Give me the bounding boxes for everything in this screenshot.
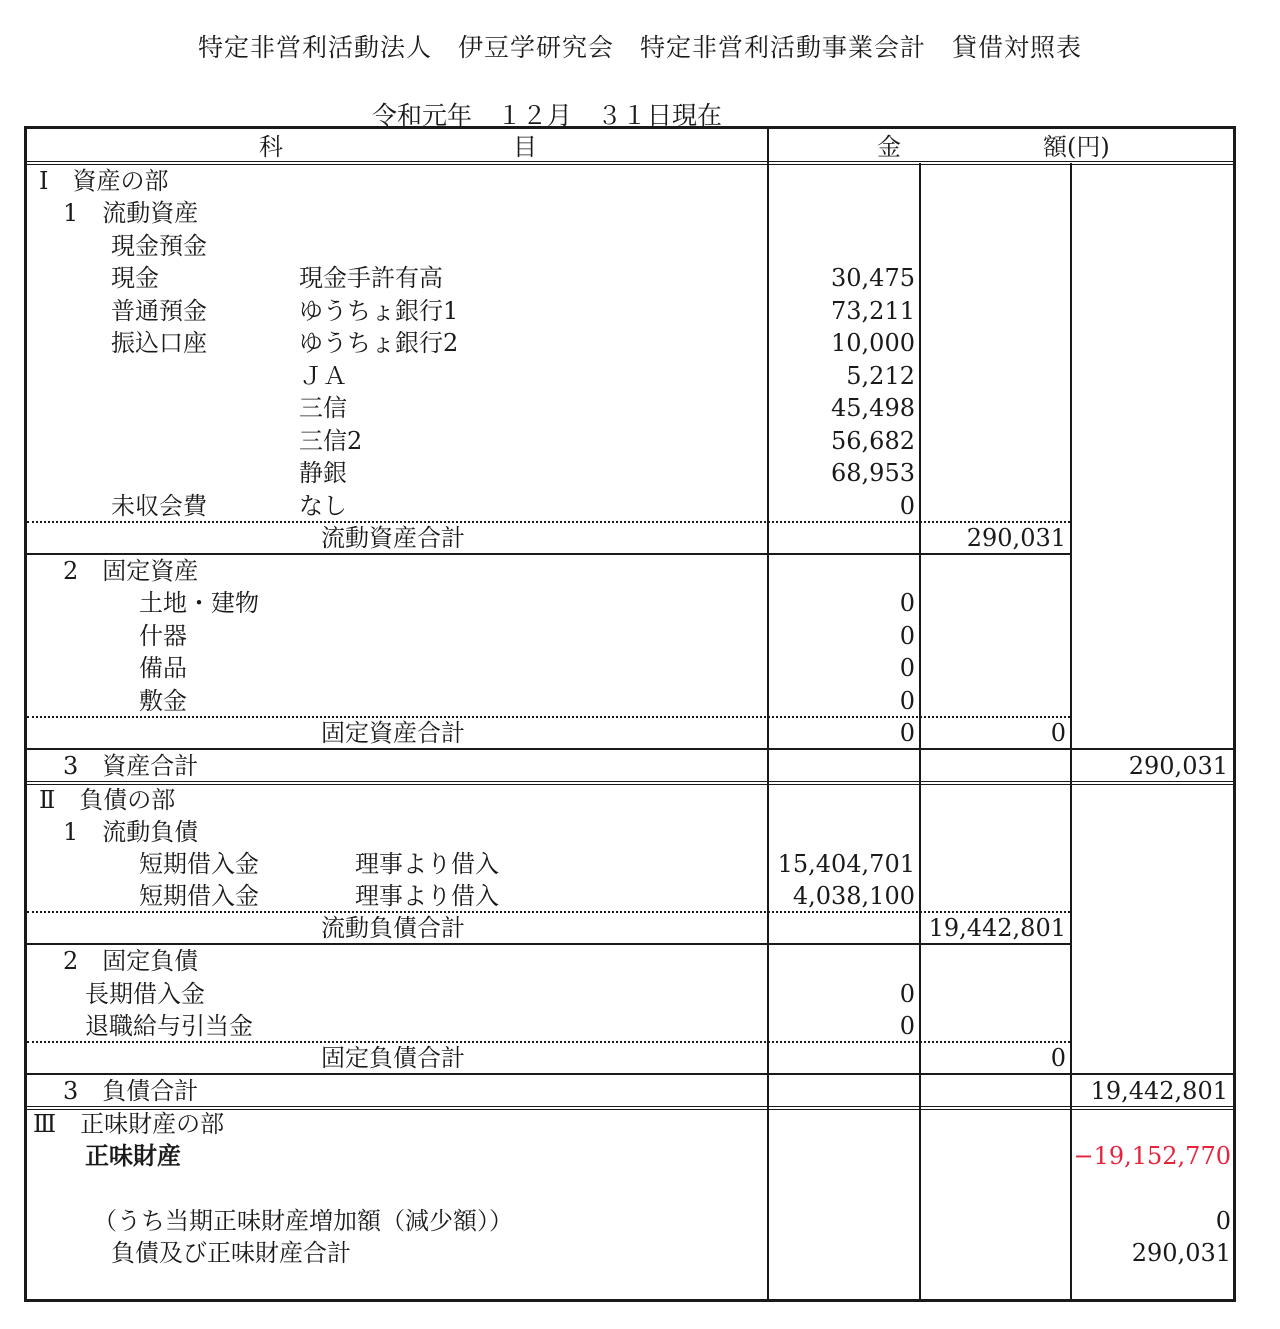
total-liabilities-label: 3 負債合計 <box>63 1077 199 1105</box>
asset-row-detail: なし <box>299 492 347 520</box>
net-assets-label: 正味財産 <box>85 1141 181 1170</box>
total-assets-label: 3 資産合計 <box>63 752 199 780</box>
asset-row-detail: 静銀 <box>299 459 347 487</box>
fixed-assets-total: 0 <box>1050 719 1066 747</box>
total-assets: 290,031 <box>1128 752 1228 780</box>
fixed-asset-amount: 0 <box>899 622 915 650</box>
fixed-asset-name: 土地・建物 <box>139 589 259 617</box>
asset-row-amount: 0 <box>899 492 915 520</box>
fixed-liability-amount: 0 <box>899 1012 915 1040</box>
asset-row-detail: 現金手許有高 <box>299 264 443 292</box>
asset-row-amount: 68,953 <box>831 459 915 487</box>
asset-row-detail: ＪＡ <box>299 362 347 390</box>
subtotal-divider <box>27 521 1070 523</box>
cash-deposits-label: 現金預金 <box>111 232 207 260</box>
report-date: 令和元年 １２月 ３１日現在 <box>372 101 723 130</box>
fixed-asset-name: 備品 <box>139 654 187 682</box>
fixed-liability-name: 長期借入金 <box>85 980 205 1008</box>
current-liabilities-total-label: 流動負債合計 <box>321 914 465 942</box>
document-title: 特定非営利活動法人 伊豆学研究会 特定非営利活動事業会計 貸借対照表 <box>197 33 1082 62</box>
fixed-liabilities-total-label: 固定負債合計 <box>321 1044 465 1072</box>
total-liabilities: 19,442,801 <box>1090 1077 1228 1105</box>
column-divider-col3 <box>1070 163 1072 1299</box>
section-assets-label: Ⅰ 資産の部 <box>39 167 169 195</box>
asset-row-name: 未収会費 <box>111 492 207 520</box>
row-divider <box>27 553 1070 555</box>
subtotal-divider <box>27 911 1070 913</box>
header-divider <box>27 161 1233 165</box>
fixed-liability-name: 退職給与引当金 <box>85 1012 253 1040</box>
fixed-asset-name: 敷金 <box>139 687 187 715</box>
fixed-liabilities-total: 0 <box>1050 1044 1066 1072</box>
fixed-asset-amount: 0 <box>899 589 915 617</box>
fixed-assets-label: 2 固定資産 <box>63 557 199 585</box>
net-assets-value: −19,152,770 <box>1073 1142 1231 1170</box>
liability-row-detail: 理事より借入 <box>355 882 499 910</box>
asset-row-detail: ゆうちょ銀行1 <box>299 297 459 325</box>
fixed-asset-amount: 0 <box>899 654 915 682</box>
asset-row-name: 現金 <box>111 264 159 292</box>
current-assets-total: 290,031 <box>966 524 1066 552</box>
section-net-assets-label: Ⅲ 正味財産の部 <box>33 1110 225 1138</box>
liability-row-amount: 4,038,100 <box>792 882 915 910</box>
grand-total-value: 290,031 <box>1131 1239 1231 1267</box>
asset-row-name: 普通預金 <box>111 297 207 325</box>
fixed-asset-name: 什器 <box>139 622 187 650</box>
section-liabilities-label: Ⅱ 負債の部 <box>39 786 176 814</box>
current-liabilities-total: 19,442,801 <box>928 914 1066 942</box>
asset-row-name: 振込口座 <box>111 329 207 357</box>
asset-row-detail: 三信 <box>299 394 347 422</box>
fixed-assets-total-label: 固定資産合計 <box>321 719 465 747</box>
asset-row-amount: 73,211 <box>831 297 915 325</box>
row-divider <box>27 1073 1233 1075</box>
net-assets-change-value: 0 <box>1215 1207 1231 1235</box>
liability-row-detail: 理事より借入 <box>355 850 499 878</box>
section-divider <box>27 781 1233 785</box>
asset-row-amount: 56,682 <box>831 427 915 455</box>
fixed-liabilities-label: 2 固定負債 <box>63 947 199 975</box>
liability-row-amount: 15,404,701 <box>777 850 915 878</box>
current-assets-label: 1 流動資産 <box>63 199 199 227</box>
asset-row-amount: 30,475 <box>831 264 915 292</box>
fixed-assets-subtotal: 0 <box>899 719 915 747</box>
fixed-asset-amount: 0 <box>899 687 915 715</box>
current-liabilities-label: 1 流動負債 <box>63 818 199 846</box>
row-divider <box>27 943 1070 945</box>
asset-row-amount: 10,000 <box>831 329 915 357</box>
header-kin: 金 <box>877 133 901 161</box>
asset-row-detail: ゆうちょ銀行2 <box>299 329 459 357</box>
header-gaku: 額(円) <box>1043 133 1110 161</box>
grand-total-label: 負債及び正味財産合計 <box>111 1239 351 1267</box>
subtotal-divider <box>27 1041 1070 1043</box>
liability-row-name: 短期借入金 <box>139 850 259 878</box>
balance-sheet-table <box>24 126 1236 1302</box>
net-assets-change-label: （うち当期正味財産増加額（減少額）） <box>93 1207 513 1235</box>
liability-row-name: 短期借入金 <box>139 882 259 910</box>
asset-row-amount: 5,212 <box>846 362 915 390</box>
header-ka: 科 <box>259 133 283 161</box>
row-divider <box>27 748 1233 750</box>
fixed-liability-amount: 0 <box>899 980 915 1008</box>
current-assets-total-label: 流動資産合計 <box>321 524 465 552</box>
asset-row-amount: 45,498 <box>831 394 915 422</box>
header-moku: 目 <box>513 133 537 161</box>
asset-row-detail: 三信2 <box>299 427 363 455</box>
